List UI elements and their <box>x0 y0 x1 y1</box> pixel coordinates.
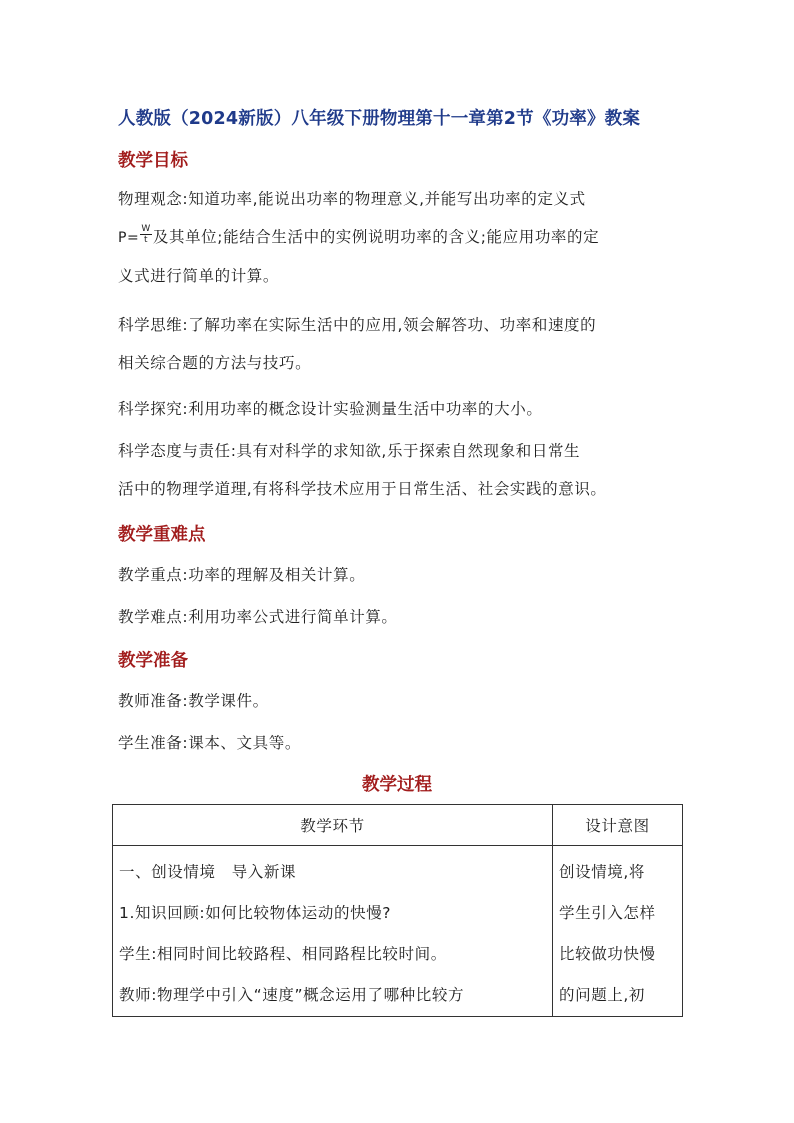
goal-physics-concept <box>118 180 678 295</box>
key-point-difficult <box>118 598 678 636</box>
header-teaching-stage: 教学环节 <box>113 805 553 846</box>
goal-physics-concept-line2-rest: 及其单位;能结合生活中的实例说明功率的含义;能应用功率的定 <box>152 228 600 246</box>
goal-science-inquiry <box>118 390 678 428</box>
heading-preparation: 教学准备 <box>118 651 188 671</box>
header-design-intent: 设计意图 <box>553 805 683 846</box>
power-formula-fraction <box>140 224 152 245</box>
prep-student-line: 学生准备:课本、文具等。 <box>118 734 301 752</box>
stage-line-4: 教师:物理学中引入“速度”概念运用了哪种比较方 <box>119 986 465 1004</box>
process-table-header-row <box>113 805 683 846</box>
heading-teaching-goals: 教学目标 <box>118 151 188 171</box>
intent-cell <box>553 846 683 1017</box>
intent-line-2: 学生引入怎样 <box>559 904 656 922</box>
power-formula-numerator: W <box>141 224 151 234</box>
intent-line-1: 创设情境,将 <box>559 863 646 881</box>
key-point-main-line: 教学重点:功率的理解及相关计算。 <box>118 566 366 584</box>
goal-physics-concept-line1: 物理观念:知道功率,能说出功率的物理意义,并能写出功率的定义式 <box>118 190 586 208</box>
prep-teacher-line: 教师准备:教学课件。 <box>118 692 269 710</box>
stage-line-2: 1.知识回顾:如何比较物体运动的快慢? <box>119 904 392 922</box>
goal-science-inquiry-line1: 科学探究:利用功率的概念设计实验测量生活中功率的大小。 <box>118 400 543 418</box>
prep-student <box>118 724 678 762</box>
goal-attitude-line1: 科学态度与责任:具有对科学的求知欲,乐于探索自然现象和日常生 <box>118 442 581 460</box>
goal-science-thinking <box>118 306 678 382</box>
heading-key-points: 教学重难点 <box>118 525 206 545</box>
goal-attitude <box>118 432 678 508</box>
key-point-difficult-line: 教学难点:利用功率公式进行简单计算。 <box>118 608 398 626</box>
goal-physics-concept-line2 <box>118 218 678 257</box>
key-point-main <box>118 556 678 594</box>
stage-cell <box>113 846 553 1017</box>
stage-line-3: 学生:相同时间比较路程、相同路程比较时间。 <box>119 945 447 963</box>
goal-attitude-line2: 活中的物理学道理,有将科学技术应用于日常生活、社会实践的意识。 <box>118 480 607 498</box>
goal-physics-concept-line3: 义式进行简单的计算。 <box>118 267 280 285</box>
table-row <box>113 846 683 1017</box>
stage-line-1: 一、创设情境 导入新课 <box>119 863 297 881</box>
goal-science-thinking-line2: 相关综合题的方法与技巧。 <box>118 354 312 372</box>
process-table-caption: 教学过程 <box>362 775 432 795</box>
process-table <box>112 804 683 1017</box>
power-formula-prefix: P= <box>118 230 140 246</box>
document-title: 人教版（2024新版）八年级下册物理第十一章第2节《功率》教案 <box>118 109 641 129</box>
intent-line-4: 的问题上,初 <box>559 986 646 1004</box>
power-formula-denominator: t <box>144 235 149 245</box>
goal-science-thinking-line1: 科学思维:了解功率在实际生活中的应用,领会解答功、功率和速度的 <box>118 316 597 334</box>
intent-line-3: 比较做功快慢 <box>559 945 656 963</box>
prep-teacher <box>118 682 678 720</box>
